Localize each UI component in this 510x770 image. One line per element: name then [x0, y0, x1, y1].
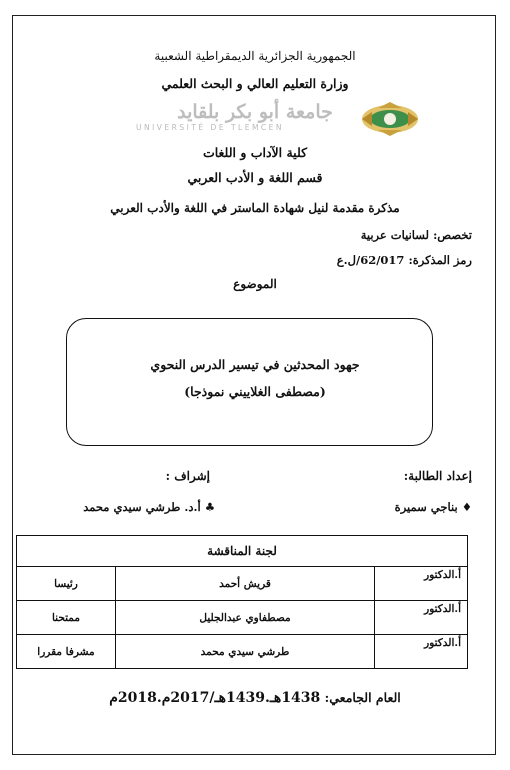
specialty-label: تخصص: — [433, 228, 472, 242]
academic-year-line — [0, 690, 510, 706]
student-name: بناجي سميرة — [394, 500, 458, 514]
department-heading: قسم اللغة و الأدب العربي — [187, 170, 323, 185]
memo-description: مذكرة مقدمة لنيل شهادة الماستر في اللغة والأدب العربي — [110, 201, 400, 215]
jury-member-role: رئيسا — [17, 567, 116, 601]
table-row — [17, 567, 468, 601]
republic-heading: الجمهورية الجزائرية الديمقراطية الشعبية — [154, 49, 356, 63]
academic-year-value: 1438هـ.1439هـ/2017م.2018م — [109, 690, 321, 706]
jury-table — [16, 535, 468, 669]
specialty-value: لسانيات عربية — [360, 228, 430, 242]
jury-member-title: أ.الدكتور — [375, 601, 468, 635]
student-name-line — [395, 500, 472, 514]
jury-member-title: أ.الدكتور — [375, 567, 468, 601]
supervisor-name-line — [83, 500, 215, 514]
jury-member-name: قريش أحمد — [116, 567, 375, 601]
academic-year-label: العام الجامعي: — [324, 690, 401, 705]
jury-member-name: طرشي سيدي محمد — [116, 635, 375, 669]
thesis-subtitle: (مصطفى الغلاييني نموذجا) — [184, 384, 326, 399]
jury-member-name: مصطفاوي عبدالجليل — [116, 601, 375, 635]
memo-code-line — [337, 253, 472, 267]
table-row — [17, 601, 468, 635]
ministry-heading: وزارة التعليم العالي و البحث العلمي — [161, 76, 349, 91]
title-box — [66, 318, 433, 446]
jury-member-title: أ.الدكتور — [375, 635, 468, 669]
university-french-name: UNIVERSITÉ DE TLEMCEN — [135, 123, 285, 132]
university-arabic-name: جامعة أبو بكر بلقايد — [177, 101, 333, 123]
supervisor-name: أ.د. طرشي سيدي محمد — [83, 500, 201, 514]
table-row — [17, 635, 468, 669]
thesis-title: جهود المحدثين في تيسير الدرس النحوي — [150, 357, 360, 372]
jury-member-role: ممتحنا — [17, 601, 116, 635]
prepared-by-label: إعداد الطالبة: — [403, 469, 472, 483]
club-bullet-icon: ♣ — [204, 500, 215, 514]
faculty-heading: كلية الآداب و اللغات — [202, 145, 308, 160]
memo-code-value: 62/017/ل.ع — [336, 253, 405, 267]
diamond-bullet-icon: ♦ — [461, 500, 472, 514]
memo-code-label: رمز المذكرة: — [408, 253, 472, 267]
supervision-label: إشراف : — [165, 469, 210, 483]
topic-label: الموضوع — [233, 277, 277, 291]
jury-heading: لجنة المناقشة — [17, 536, 468, 567]
specialty-line — [361, 228, 472, 242]
jury-member-role: مشرفا مقررا — [17, 635, 116, 669]
